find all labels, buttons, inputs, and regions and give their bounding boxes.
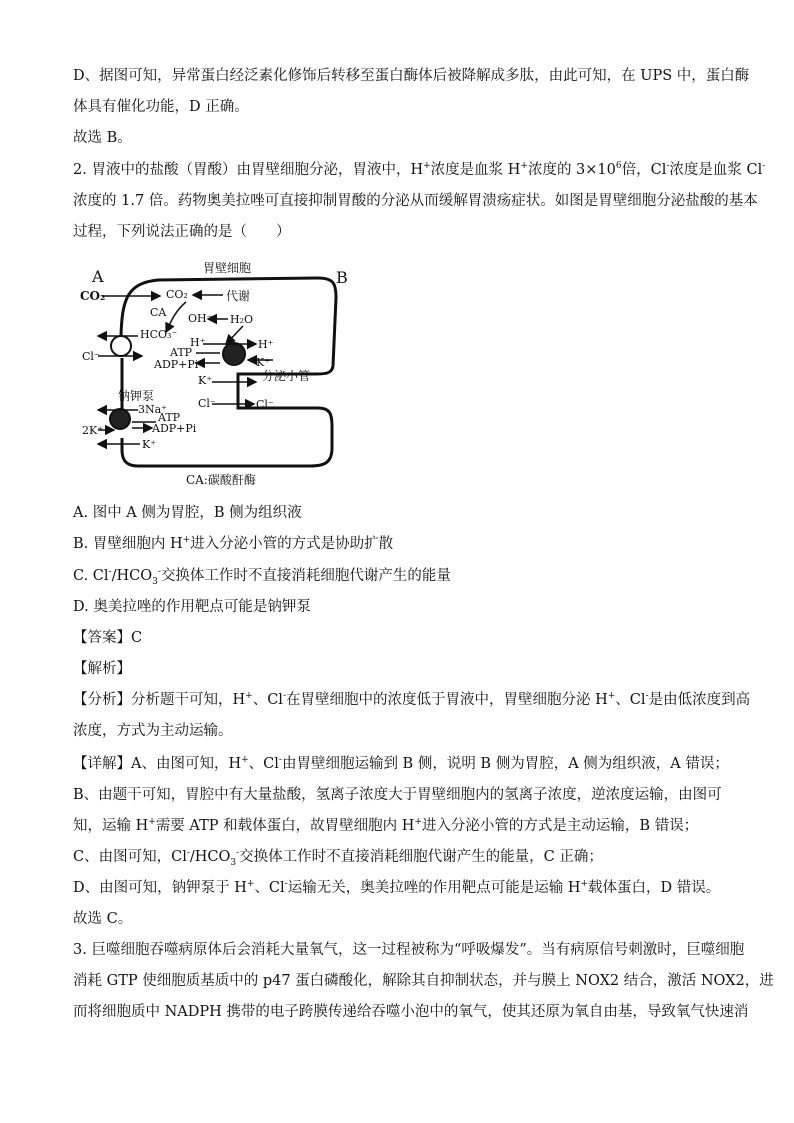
- xj-a: 【详解】A、由图可知，H: [73, 756, 242, 772]
- sub: 3: [152, 576, 158, 587]
- label-b: B: [336, 268, 348, 287]
- xjD-b: 、Cl: [254, 880, 285, 896]
- choice-c: 故选 C。: [73, 911, 133, 927]
- sup: -: [236, 848, 240, 859]
- label-a: A: [92, 267, 104, 286]
- sup: -: [284, 879, 288, 890]
- h-in-label: H⁺: [190, 336, 206, 349]
- k-right-label: K⁺: [256, 356, 271, 369]
- sup: 6: [615, 161, 622, 172]
- fenxi-line-1: [73, 690, 750, 710]
- sup: +: [241, 755, 249, 766]
- sup: +: [607, 691, 616, 702]
- answer-line: 【答案】C: [73, 630, 143, 646]
- fenxi-d: 、Cl: [615, 692, 646, 708]
- question-2-line-3: 过程，下列说法正确的是（ ）: [73, 224, 291, 240]
- sup: -: [282, 691, 286, 702]
- xjC-a: C、由图可知，Cl: [73, 849, 187, 865]
- sup: -: [278, 755, 282, 766]
- cl-hco3-exchanger: [111, 336, 131, 356]
- q2-text-d: 倍，Cl: [621, 162, 667, 178]
- q2-text-b: 浓度是血浆 H: [430, 162, 521, 178]
- xiangjie-a: [73, 754, 729, 774]
- sup: +: [423, 161, 431, 172]
- cl-left-label: Cl⁻: [82, 350, 100, 363]
- xiangjie-d: [73, 878, 720, 898]
- na-label: 3Na⁺: [138, 403, 167, 416]
- optC-a: C. Cl: [73, 568, 109, 584]
- sup: -: [108, 567, 112, 578]
- optC-b: /HCO: [111, 568, 153, 584]
- oh-label: OH⁻: [188, 312, 213, 325]
- sup: -: [157, 567, 161, 578]
- sup: -: [186, 848, 190, 859]
- metabolism-label: 代谢: [226, 289, 251, 303]
- q2-text-e: 浓度是血浆 Cl: [669, 162, 763, 178]
- xjD-a: D、由图可知，钠钾泵于 H: [73, 880, 247, 896]
- optC-c: 交换体工作时不直接消耗细胞代谢产生的能量: [160, 568, 451, 584]
- adp-label-2: ADP+Pi: [152, 422, 197, 435]
- q2-text-a: 2. 胃液中的盐酸（胃酸）由胃壁细胞分泌，胃液中，H: [73, 162, 424, 178]
- cl-mid-right: Cl⁻: [256, 398, 274, 411]
- text-line-d-option: D、据图可知，异常蛋白经泛素化修饰后转移至蛋白酶体后被降解成多肽，由此可知，在 UPS 中，蛋白酶: [73, 68, 750, 84]
- sodium-potassium-pump: [110, 409, 130, 429]
- xjC-b: /HCO: [189, 849, 231, 865]
- pump-label: 钠钾泵: [118, 389, 155, 403]
- k-mid-label: K⁺: [198, 374, 213, 387]
- h2o-label: H₂O: [230, 313, 254, 326]
- xiangjie-c: [73, 847, 603, 867]
- hco3-label: HCO₃⁻: [140, 328, 178, 341]
- sup: +: [148, 817, 156, 828]
- option-a: A. 图中 A 侧为胃腔，B 侧为组织液: [73, 505, 302, 521]
- xjC-c: 交换体工作时不直接消耗细胞代谢产生的能量，C 正确；: [239, 849, 603, 865]
- sup: +: [182, 535, 191, 546]
- option-b: [73, 534, 393, 554]
- atp-label-1: ATP: [170, 346, 193, 359]
- sup: +: [246, 879, 255, 890]
- option-c: [73, 566, 451, 586]
- co2-inside: CO₂: [166, 288, 188, 301]
- optB-b: 进入分泌小管的方式是协助扩散: [190, 536, 394, 552]
- question-3-line-1: 3. 巨噬细胞吞噬病原体后会消耗大量氧气，这一过程被称为“呼吸爆发”。当有病原信号刺激时，巨噬细胞: [73, 942, 745, 958]
- adp-label-1: ADP+Pi: [154, 358, 199, 371]
- parietal-cell-diagram: [78, 258, 358, 490]
- sup: +: [520, 161, 528, 172]
- diagram-caption: CA:碳酸酐酶: [186, 473, 256, 487]
- cl-mid-left: Cl⁻: [198, 397, 216, 410]
- xjB2-b: 需要 ATP 和载体蛋白，故胃壁细胞内 H: [155, 818, 415, 834]
- analysis-heading: 【解析】: [73, 661, 131, 677]
- question-3-line-3: 而将细胞质中 NADPH 携带的电子跨膜传递给吞噬小泡中的氧气，使其还原为氧自由基，导致氧气快速消: [73, 1004, 749, 1020]
- cell-title: 胃壁细胞: [203, 261, 252, 275]
- xj-b: 、Cl: [248, 756, 279, 772]
- sup: -: [666, 161, 670, 172]
- text-line-choice-b: 故选 B。: [73, 130, 132, 146]
- q2-text-c: 浓度的 3×10: [527, 162, 616, 178]
- fenxi-e: 是由低浓度到高: [648, 692, 751, 708]
- xjB2-a: 知，运输 H: [73, 818, 149, 834]
- sup: +: [245, 691, 253, 702]
- xiangjie-b-2: [73, 816, 698, 836]
- co2-outside: CO₂: [80, 289, 106, 303]
- sub: 3: [230, 857, 237, 868]
- question-2-line-2: 浓度的 1.7 倍。药物奥美拉唑可直接抑制胃酸的分泌从而缓解胃溃疡症状。如图是胃壁细胞分泌盐酸的基本: [73, 193, 758, 209]
- xjD-d: 载体蛋白，D 错误。: [588, 880, 721, 896]
- ca-label: CA: [150, 306, 167, 319]
- fenxi-a: 【分析】分析题干可知，H: [73, 692, 246, 708]
- xj-c: 由胃壁细胞运输到 B 侧，说明 B 侧为胃腔，A 侧为组织液，A 错误；: [281, 756, 729, 772]
- atp-label-2: ATP: [158, 411, 181, 424]
- question-2-line-1: [73, 160, 765, 180]
- k2-label: 2K⁺: [82, 424, 104, 437]
- canal-label: 分泌小管: [262, 369, 311, 383]
- option-d: D. 奥美拉唑的作用靶点可能是钠钾泵: [73, 599, 311, 615]
- optB-a: B. 胃壁细胞内 H: [73, 536, 183, 552]
- question-3-line-2: 消耗 GTP 使细胞质基质中的 p47 蛋白磷酸化，解除其自抑制状态，并与膜上 NOX2 结合，激活 NOX2，进: [73, 973, 774, 989]
- xjB2-c: 进入分泌小管的方式是主动运输，B 错误；: [421, 818, 699, 834]
- k-bottom-label: K⁺: [142, 438, 157, 451]
- fenxi-c: 在胃壁细胞中的浓度低于胃液中，胃壁细胞分泌 H: [285, 692, 608, 708]
- proton-pump: [223, 343, 245, 365]
- xjD-c: 运输无关，奥美拉唑的作用靶点可能是运输 H: [287, 880, 581, 896]
- fenxi-b: 、Cl: [252, 692, 283, 708]
- xiangjie-b-1: B、由题干可知，胃腔中有大量盐酸，氢离子浓度大于胃壁细胞内的氢离子浓度，逆浓度运输，由图可: [73, 787, 722, 803]
- sup: -: [762, 161, 766, 172]
- sup: +: [580, 879, 589, 890]
- sup: +: [414, 817, 422, 828]
- text-line-d-option-cont: 体具有催化功能，D 正确。: [73, 99, 249, 115]
- sup: -: [645, 691, 649, 702]
- fenxi-line-2: 浓度，方式为主动运输。: [73, 723, 233, 739]
- h-out-label: H⁺: [258, 338, 274, 351]
